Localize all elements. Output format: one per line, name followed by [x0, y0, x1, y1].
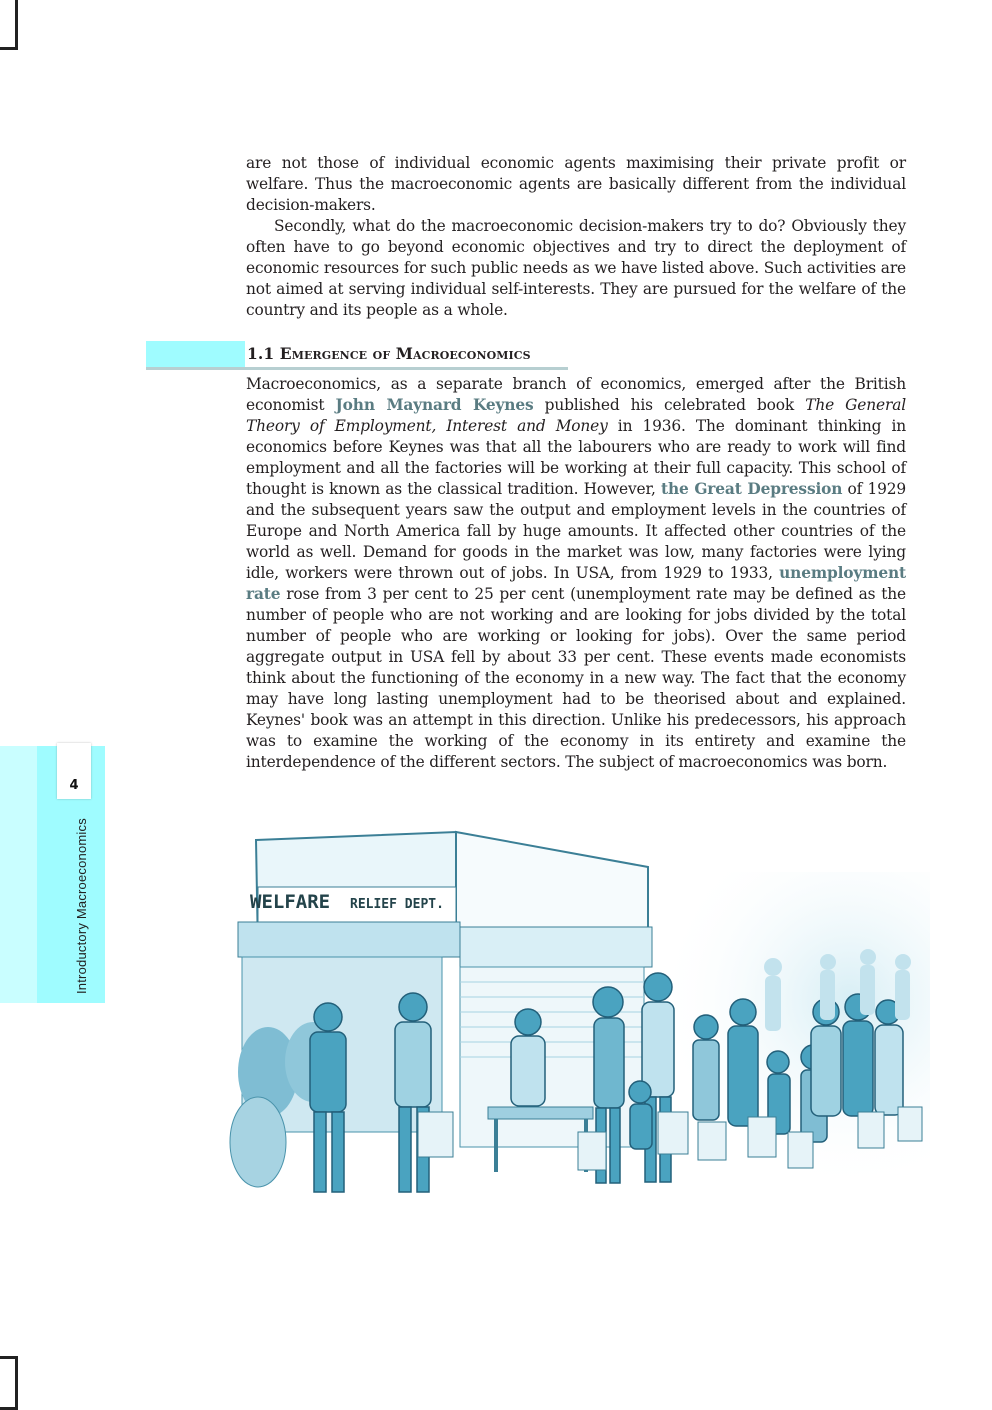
key-term-keynes: John Maynard Keynes: [335, 396, 534, 414]
text-run: in 1936. The dominant thinking in economics before Keynes was that all the labourers who are ready to work will find employment and all the factories will be working at their full capacity. This school of thought is known as the classical tradition. However,: [246, 417, 906, 498]
heading-accent-band: [146, 341, 245, 367]
text-run: Macroeconomics, as a separate branch of economics, emerged after the British economist: [246, 375, 906, 414]
welfare-queue-illustration: [228, 812, 930, 1252]
page-number: 4: [69, 778, 79, 793]
section-heading: [146, 341, 572, 368]
intro-paragraph-2: Secondly, what do the macroeconomic decision-makers try to do? Obviously they often have to go beyond economic objectives and try to direct the deployment of economic resources for such public needs as we have listed above. Such activities are not aimed at serving individual self-interests. They are pursued for the welfare of the country and its people as a whole.: [246, 217, 906, 319]
intro-paragraph-1: are not those of individual economic agents maximising their private profit or welfare. Thus the macroeconomic agents are basically different from the individual decision-makers.: [246, 154, 906, 214]
key-term-great-depression: the Great Depression: [660, 480, 843, 498]
svg-text:RELIEF DEPT.: RELIEF DEPT.: [350, 897, 444, 912]
text-run: of 1929 and the subsequent years saw the output and employment levels in the countries of Europe and North America fall by huge amounts. It affected other countries of the world as well. Demand for goods in the market was low, many factories were lying idle, workers were thrown out of jobs. In USA, from 1929 to 1933,: [246, 480, 907, 582]
heading-rule: [146, 367, 568, 370]
section-number: 1.1: [247, 344, 275, 363]
page-number-box: [57, 743, 91, 799]
crop-mark-bottom: [0, 1356, 18, 1410]
section-paragraph: [246, 374, 906, 773]
text-run: rose from 3 per cent to 25 per cent (unemployment rate may be defined as the number of people who are not working and are looking for jobs divided by the total number of people who are working or looking for jobs). Over the same period aggregate output in USA fell by about 33 per cent. These events made economists think about the functioning of the economy in a new way. The fact that the economy may have long lasting unemployment had to be theorised about and explained. Keynes' book was an attempt in this direction. Unlike his predecessors, his approach was to examine the working of the economy in its entirety and examine the interdependence of the different sectors. The subject of macroeconomics was born.: [246, 585, 906, 771]
section-title: [247, 344, 531, 363]
side-tab-outer: [0, 746, 37, 1003]
crop-mark-top: [0, 0, 18, 50]
text-run: published his celebrated book: [533, 396, 806, 414]
running-title: Introductory Macroeconomics: [74, 818, 89, 994]
key-term-unemployment-rate: unemployment rate: [246, 564, 906, 603]
svg-text:WELFARE: WELFARE: [250, 891, 331, 913]
book-title: The General Theory of Employment, Interest and Money: [246, 396, 906, 435]
intro-text: [246, 153, 906, 321]
section-title-text: Emergence of Macroeconomics: [279, 344, 531, 363]
section-body: [246, 374, 906, 773]
